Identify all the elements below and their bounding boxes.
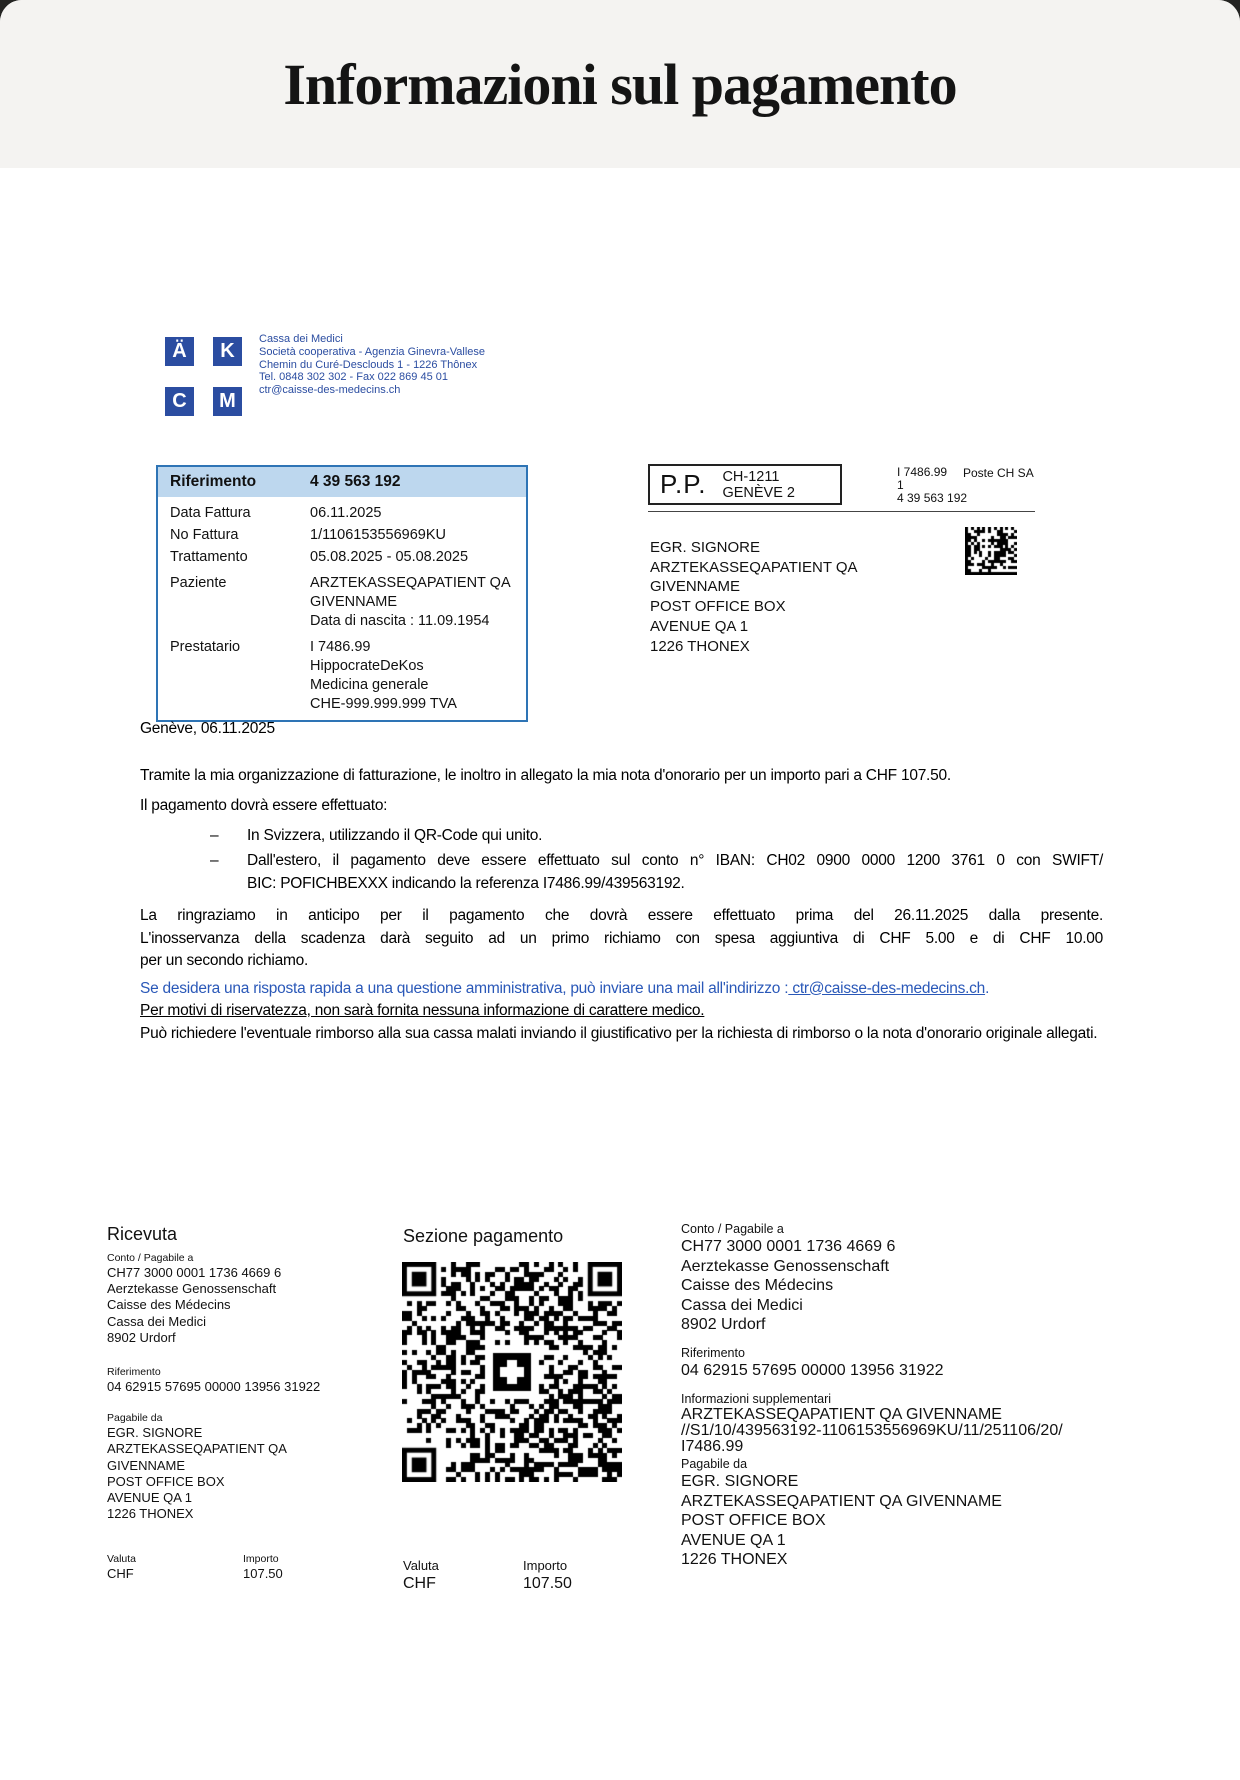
currency-amount-row	[107, 1553, 392, 1582]
franking-place	[722, 469, 795, 501]
account-label: Conto / Pagabile a	[107, 1252, 194, 1264]
line: L'inosservanza della scadenza darà seguito ad un primo richiamo con spesa aggiuntiva di CHF 5.00 e di CHF 10.00	[140, 929, 1103, 947]
account-label: Conto / Pagabile a	[681, 1222, 784, 1236]
pp-mark: P.P.	[660, 469, 707, 499]
line: ARZTEKASSEQAPATIENT QA GIVENNAME	[681, 1406, 1002, 1423]
line: GIVENNAME	[650, 578, 741, 596]
additional-info-label: Informazioni supplementari	[681, 1392, 832, 1406]
payable-by-label: Pagabile da	[681, 1457, 748, 1471]
line: Aerztekasse Genossenschaft	[107, 1281, 277, 1297]
reference-table-header	[158, 467, 526, 497]
line: //S1/10/439563192-1106153556969KU/11/251106/20/	[681, 1422, 1063, 1439]
currency-label: Valuta	[403, 1558, 439, 1573]
table-row	[158, 636, 526, 715]
line: 05.08.2025 - 05.08.2025	[310, 548, 469, 565]
row-label: Paziente	[170, 574, 227, 591]
row-label: Prestatario	[170, 638, 241, 655]
line: 1/1106153556969KU	[310, 526, 446, 543]
line: EGR. SIGNORE	[681, 1473, 799, 1490]
line: 8902 Urdorf	[681, 1316, 766, 1333]
row-values	[310, 504, 514, 523]
line: 06.11.2025	[310, 504, 382, 521]
row-values	[310, 548, 514, 567]
logo-square-a-icon: Ä	[165, 337, 194, 366]
line: CH77 3000 0001 1736 4669 6	[681, 1238, 896, 1255]
row-label: Trattamento	[170, 548, 248, 565]
receipt-title: Ricevuta	[107, 1224, 178, 1244]
line: CHE-999.999.999 TVA	[310, 695, 457, 712]
dateline: Genève, 06.11.2025	[140, 720, 275, 737]
line: 1	[897, 478, 904, 492]
reference-value: 04 62915 57695 00000 13956 31922	[681, 1361, 944, 1379]
logo-square-c-icon: C	[165, 387, 194, 416]
payable-by-lines	[681, 1472, 1151, 1570]
line: ARZTEKASSEQAPATIENT QA	[650, 558, 858, 576]
line: Caisse des Médecins	[681, 1277, 834, 1294]
line: CH-1211	[722, 468, 780, 485]
payment-currency-amount-row	[403, 1558, 572, 1594]
line: I 7486.99	[310, 638, 371, 655]
paragraph-deadline	[140, 905, 1103, 973]
table-row	[158, 502, 526, 524]
paragraph-contact	[140, 978, 1103, 1001]
header-label: Riferimento	[170, 473, 257, 490]
amount-value: 107.50	[243, 1566, 283, 1582]
line: AVENUE QA 1	[650, 617, 749, 635]
row-values	[310, 574, 514, 631]
line: CH77 3000 0001 1736 4669 6	[107, 1265, 282, 1280]
line: Chemin du Curé-Desclouds 1 - 1226 Thônex	[259, 358, 478, 371]
line: I 7486.99	[897, 465, 948, 479]
line: ARZTEKASSEQAPATIENT QA GIVENNAME	[681, 1492, 1002, 1510]
cassa-dei-medici-logo	[165, 337, 242, 416]
table-row	[158, 546, 526, 568]
payable-by-label: Pagabile da	[107, 1412, 163, 1425]
swiss-qr-code	[402, 1262, 622, 1482]
header-band	[0, 0, 1240, 168]
line: ARZTEKASSEQAPATIENT QA	[107, 1441, 287, 1457]
receipt-section	[107, 1222, 392, 1583]
paragraph-amount: Tramite la mia organizzazione di fatturazione, le inoltro in allegato la mia nota d'onorario per un importo pari a CHF 107.50.	[140, 766, 951, 784]
amount-value: 107.50	[523, 1575, 572, 1592]
table-row	[158, 524, 526, 546]
currency-value: CHF	[107, 1566, 134, 1582]
logo-square-k-icon: K	[213, 337, 242, 366]
line: ARZTEKASSEQAPATIENT QA GIVENNAME	[310, 574, 510, 610]
table-row	[158, 572, 526, 632]
row-label: No Fattura	[170, 526, 239, 543]
reference-value: 04 62915 57695 00000 13956 31922	[107, 1379, 321, 1395]
letter-body	[140, 712, 1103, 1045]
recipient-address	[650, 538, 858, 656]
row-values	[310, 638, 514, 714]
line: AVENUE QA 1	[107, 1490, 193, 1506]
paragraph-payment-intro: Il pagamento dovrà essere effettuato:	[140, 797, 388, 814]
line: POST OFFICE BOX	[107, 1473, 225, 1489]
payment-part-title: Sezione pagamento	[403, 1226, 564, 1246]
line: 1226 THONEX	[650, 637, 750, 655]
pp-franking-box	[648, 464, 842, 505]
line: Medicina generale	[310, 676, 429, 693]
page-title: Informazioni sul pagamento	[283, 51, 957, 117]
paragraph-privacy: Per motivi di riservatezza, non sarà fornita nessuna informazione di carattere medico.	[140, 1002, 705, 1019]
line: Tel. 0848 302 302 - Fax 022 869 45 01	[259, 371, 448, 384]
line: per un secondo richiamo.	[140, 952, 309, 969]
line: Caisse des Médecins	[107, 1297, 231, 1313]
bullet-abroad	[140, 850, 1103, 895]
currency-label: Valuta	[107, 1553, 136, 1566]
line: Cassa dei Medici	[107, 1313, 206, 1329]
email-link[interactable]: ctr@caisse-des-medecins.ch	[788, 979, 986, 997]
line: 1226 THONEX	[681, 1551, 788, 1568]
line: Data di nascita : 11.09.1954	[310, 612, 490, 629]
row-label: Data Fattura	[170, 504, 251, 521]
postal-carrier: Poste CH SA	[963, 466, 1034, 480]
line: Cassa dei Medici	[681, 1296, 803, 1314]
line: BIC: POFICHBEXXX indicando la referenza I7486.99/439563192.	[247, 874, 685, 892]
line: Dall'estero, il pagamento deve essere effettuato sul conto n° IBAN: CH02 0900 0000 1200 3761 0 con SWIFT/	[247, 852, 1103, 869]
sender-address	[259, 333, 485, 397]
line: Società cooperativa - Agenzia Ginevra-Vallese	[259, 345, 486, 358]
line: EGR. SIGNORE	[650, 539, 761, 556]
data-matrix-code	[965, 527, 1017, 575]
bullet-dash: –	[210, 852, 219, 869]
contact-text: Se desidera una risposta rapida a una questione amministrativa, può inviare una mail all'indirizzo :	[140, 979, 789, 997]
franking-reference	[897, 466, 967, 505]
line: 4 39 563 192	[897, 491, 968, 505]
line: POST OFFICE BOX	[650, 598, 786, 616]
paragraph-refund: Può richiedere l'eventuale rimborso alla sua cassa malati inviando il giustificativo per la richiesta di rimborso o la nota d'onorario originale allegati.	[140, 1024, 1098, 1042]
row-values	[310, 526, 514, 545]
logo-square-m-icon: M	[213, 387, 242, 416]
payment-details-section	[681, 1222, 1151, 1570]
bullet-dash: –	[210, 826, 219, 844]
payable-by-lines	[107, 1425, 392, 1522]
reference-label: Riferimento	[107, 1366, 161, 1379]
line: I7486.99	[681, 1438, 744, 1455]
reference-label: Riferimento	[681, 1345, 745, 1360]
address-divider	[648, 511, 1035, 512]
line: ctr@caisse-des-medecins.ch	[259, 384, 401, 397]
reference-table	[156, 465, 528, 722]
line: AVENUE QA 1	[681, 1531, 786, 1549]
account-lines	[107, 1265, 392, 1346]
line: HippocrateDeKos	[310, 657, 424, 674]
account-lines	[681, 1237, 1151, 1335]
header-value: 4 39 563 192	[310, 473, 401, 490]
line: POST OFFICE BOX	[681, 1512, 826, 1529]
amount-label: Importo	[243, 1553, 279, 1566]
currency-value: CHF	[403, 1575, 436, 1592]
line: Cassa dei Medici	[259, 333, 343, 345]
line: GIVENNAME	[107, 1457, 186, 1473]
contact-text-end: .	[985, 979, 990, 997]
amount-label: Importo	[523, 1558, 568, 1573]
bullet-switzerland	[140, 825, 1103, 848]
line: Aerztekasse Genossenschaft	[681, 1257, 890, 1275]
line: EGR. SIGNORE	[107, 1425, 203, 1441]
line: La ringraziamo in anticipo per il pagamento che dovrà essere effettuato prima del 26.11.2025 dalla presente.	[140, 907, 1103, 924]
line: 1226 THONEX	[107, 1506, 194, 1522]
line: GENÈVE 2	[722, 484, 795, 501]
additional-info-lines	[681, 1407, 1151, 1455]
bullet-text	[247, 850, 1103, 895]
bullet-text: In Svizzera, utilizzando il QR-Code qui unito.	[247, 826, 543, 844]
line: 8902 Urdorf	[107, 1329, 176, 1345]
